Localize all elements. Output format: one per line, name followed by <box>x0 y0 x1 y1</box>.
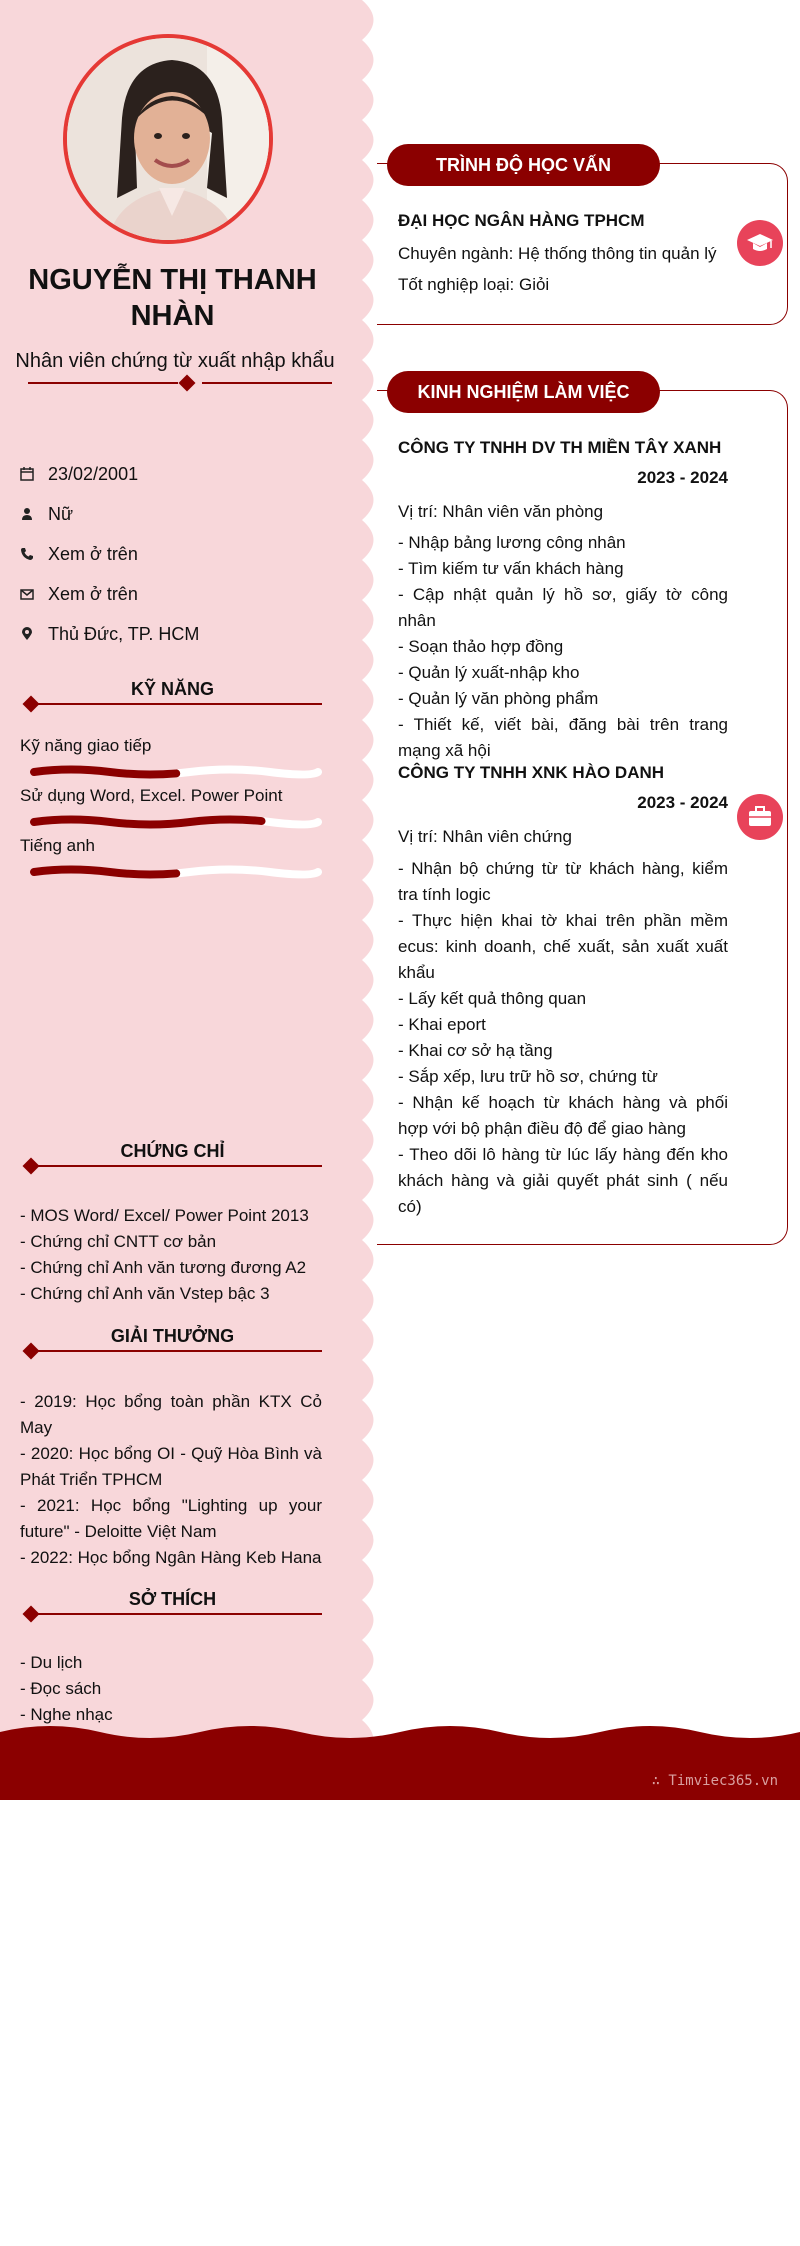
graduation-cap-icon <box>737 220 783 266</box>
hobbies-divider <box>28 1613 322 1615</box>
portrait-photo <box>67 38 273 244</box>
list-item: - Theo dõi lô hàng từ lúc lấy hàng đến kho khách hàng và giải quyết phát sinh ( nếu có) <box>398 1145 728 1216</box>
email-icon <box>20 583 42 607</box>
experience-title: KINH NGHIỆM LÀM VIỆC <box>387 371 660 413</box>
list-item: - MOS Word/ Excel/ Power Point 2013 <box>20 1206 309 1225</box>
list-item: - 2021: Học bổng "Lighting up your future" - Deloitte Việt Nam <box>20 1496 322 1541</box>
location-icon <box>20 623 42 647</box>
contact-gender <box>20 502 73 526</box>
list-item: - Khai cơ sở hạ tầng <box>398 1041 553 1060</box>
education-grade: Tốt nghiệp loại: Giỏi <box>398 275 550 294</box>
calendar-icon <box>20 463 42 487</box>
awards-title: GIẢI THƯỞNG <box>110 1326 235 1346</box>
certificates-divider <box>28 1165 322 1167</box>
contact-address <box>20 622 199 646</box>
list-item: - Quản lý văn phòng phẩm <box>398 689 599 708</box>
contact-email <box>20 582 138 606</box>
hobbies-list <box>20 1650 322 1728</box>
list-item: - 2022: Học bổng Ngân Hàng Keb Hana <box>20 1548 322 1567</box>
skill-bar <box>30 765 322 779</box>
list-item: - 2019: Học bổng toàn phần KTX Cỏ May <box>20 1392 322 1437</box>
job-period: 2023 - 2024 <box>637 468 728 487</box>
certificates-list <box>20 1203 322 1307</box>
contact-birthday <box>20 462 138 486</box>
job-position: Vị trí: Nhân viên văn phòng <box>398 502 604 521</box>
list-item: - Nghe nhạc <box>20 1705 113 1724</box>
skill-bar <box>30 815 322 829</box>
list-item: - Thiết kế, viết bài, đăng bài trên trang mạng xã hội <box>398 715 728 760</box>
phone-icon <box>20 543 42 567</box>
hobbies-title: SỞ THÍCH <box>128 1589 217 1609</box>
skill-label: Tiếng anh <box>20 836 95 855</box>
contact-text: Xem ở trên <box>48 544 138 564</box>
list-item: - Đọc sách <box>20 1679 102 1698</box>
person-icon <box>20 503 42 527</box>
avatar <box>63 34 273 244</box>
contact-text: Nữ <box>48 504 74 524</box>
list-item: - Chứng chỉ Anh văn Vstep bậc 3 <box>20 1284 270 1303</box>
job-company: CÔNG TY TNHH DV TH MIỀN TÂY XANH <box>398 438 722 457</box>
list-item: - Du lịch <box>20 1653 83 1672</box>
skills-divider <box>28 703 322 705</box>
job-tasks <box>398 530 728 764</box>
contact-phone <box>20 542 138 566</box>
briefcase-icon <box>737 794 783 840</box>
job-company: CÔNG TY TNHH XNK HÀO DANH <box>398 763 665 782</box>
list-item: - Thực hiện khai tờ khai trên phần mềm ecus: kinh doanh, chế xuất, sản xuất xuất khẩu <box>398 911 728 982</box>
list-item: - Nhận bộ chứng từ từ khách hàng, kiểm tra tính logic <box>398 859 728 904</box>
awards-divider <box>28 1350 322 1352</box>
candidate-name: NGUYỄN THỊ THANH NHÀN <box>28 264 317 332</box>
list-item: - 2020: Học bổng OI - Quỹ Hòa Bình và Phát Triển TPHCM <box>20 1444 322 1489</box>
awards-list <box>20 1389 322 1571</box>
list-item: - Nhập bảng lương công nhân <box>398 533 626 552</box>
skill-label: Sử dụng Word, Excel. Power Point <box>20 786 283 805</box>
skills-title: KỸ NĂNG <box>130 679 214 699</box>
list-item: - Chứng chỉ Anh văn tương đương A2 <box>20 1258 307 1277</box>
list-item: - Cập nhật quản lý hồ sơ, giấy tờ công nhân <box>398 585 728 630</box>
job-tasks <box>398 856 728 1220</box>
skill-label: Kỹ năng giao tiếp <box>20 736 152 755</box>
title-divider-left <box>28 382 178 384</box>
list-item: - Chứng chỉ CNTT cơ bản <box>20 1232 217 1251</box>
job-period: 2023 - 2024 <box>637 793 728 812</box>
list-item: - Quản lý xuất-nhập kho <box>398 663 580 682</box>
list-item: - Soạn thảo hợp đồng <box>398 637 564 656</box>
list-item: - Sắp xếp, lưu trữ hồ sơ, chứng từ <box>398 1067 658 1086</box>
certificates-title: CHỨNG CHỈ <box>120 1141 225 1161</box>
contact-text: 23/02/2001 <box>48 464 139 484</box>
skill-bar <box>30 865 322 879</box>
footer-watermark: ∴ Timviec365.vn <box>651 1773 778 1789</box>
contact-text: Xem ở trên <box>48 584 138 604</box>
job-position: Vị trí: Nhân viên chứng <box>398 827 572 846</box>
contact-text: Thủ Đức, TP. HCM <box>48 624 200 644</box>
education-major: Chuyên ngành: Hệ thống thông tin quản lý <box>398 244 717 263</box>
title-divider-right <box>202 382 332 384</box>
list-item: - Khai eport <box>398 1015 486 1034</box>
list-item: - Lấy kết quả thông quan <box>398 989 587 1008</box>
education-school: ĐẠI HỌC NGÂN HÀNG TPHCM <box>398 211 645 230</box>
education-title: TRÌNH ĐỘ HỌC VẤN <box>387 144 660 186</box>
job-title: Nhân viên chứng từ xuất nhập khẩu <box>15 350 335 372</box>
list-item: - Tìm kiếm tư vấn khách hàng <box>398 559 624 578</box>
list-item: - Nhận kế hoạch từ khách hàng và phối hợp với bộ phận điều độ để giao hàng <box>398 1093 728 1138</box>
